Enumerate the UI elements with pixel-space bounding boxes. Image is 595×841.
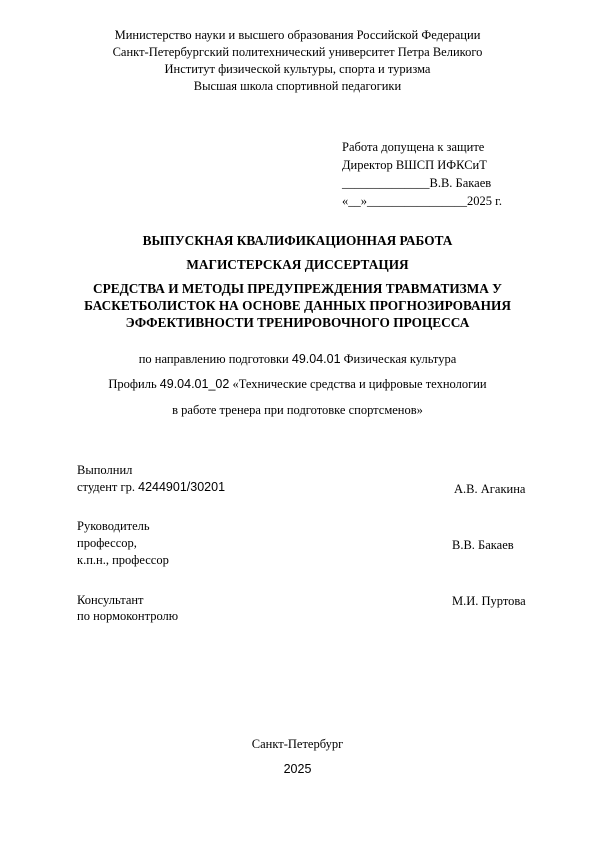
supervisor-title: профессор, [77, 536, 137, 550]
profile-name-1: «Технические средства и цифровые технологии [232, 377, 487, 391]
consultant-role: по нормоконтролю [77, 609, 179, 623]
ministry-line: Министерство науки и высшего образования Российской Федерации [114, 28, 481, 42]
profile-line [0, 377, 595, 392]
group-number: 4244901/30201 [138, 480, 226, 494]
topic-line-1: СРЕДСТВА И МЕТОДЫ ПРЕДУПРЕЖДЕНИЯ ТРАВМАТИЗМА У [93, 281, 502, 296]
approval-signature: ______________В.В. Бакаев [342, 176, 492, 190]
city: Санкт-Петербург [251, 737, 344, 751]
topic-line-2: БАСКЕТБОЛИСТОК НА ОСНОВЕ ДАННЫХ ПРОГНОЗИРОВАНИЯ [84, 298, 511, 313]
author-label: Выполнил [77, 463, 133, 477]
direction-code: 49.04.01 [291, 352, 341, 366]
direction-name: Физическая культура [343, 352, 457, 366]
profile-prefix: Профиль [108, 377, 157, 391]
university-line: Санкт-Петербургский политехнический университет Петра Великого [112, 45, 483, 59]
direction-line [0, 352, 595, 367]
year: 2025 [283, 762, 312, 776]
work-subtype: МАГИСТЕРСКАЯ ДИССЕРТАЦИЯ [186, 257, 409, 272]
supervisor-degree: к.п.н., профессор [77, 553, 169, 567]
consultant-label: Консультант [77, 593, 144, 607]
author-name: А.В. Агакина [454, 482, 526, 496]
institute-line: Институт физической культуры, спорта и туризма [164, 62, 431, 76]
approval-director: Директор ВШСП ИФКСиТ [342, 158, 487, 172]
topic-line-3: ЭФФЕКТИВНОСТИ ТРЕНИРОВОЧНОГО ПРОЦЕССА [125, 315, 470, 330]
school-line: Высшая школа спортивной педагогики [193, 79, 402, 93]
supervisor-name: В.В. Бакаев [452, 538, 514, 552]
consultant-name: М.И. Пуртова [452, 594, 526, 608]
student-prefix: студент гр. [77, 480, 135, 494]
supervisor-label: Руководитель [77, 519, 150, 533]
approval-admitted: Работа допущена к защите [342, 140, 485, 154]
author-group-line [77, 480, 225, 495]
profile-code: 49.04.01_02 [159, 377, 230, 391]
profile-name-2: в работе тренера при подготовке спортсменов» [172, 403, 423, 417]
approval-date: «__»________________2025 г. [342, 194, 502, 208]
direction-prefix: по направлению подготовки [138, 352, 289, 366]
work-type: ВЫПУСКНАЯ КВАЛИФИКАЦИОННАЯ РАБОТА [142, 233, 453, 248]
